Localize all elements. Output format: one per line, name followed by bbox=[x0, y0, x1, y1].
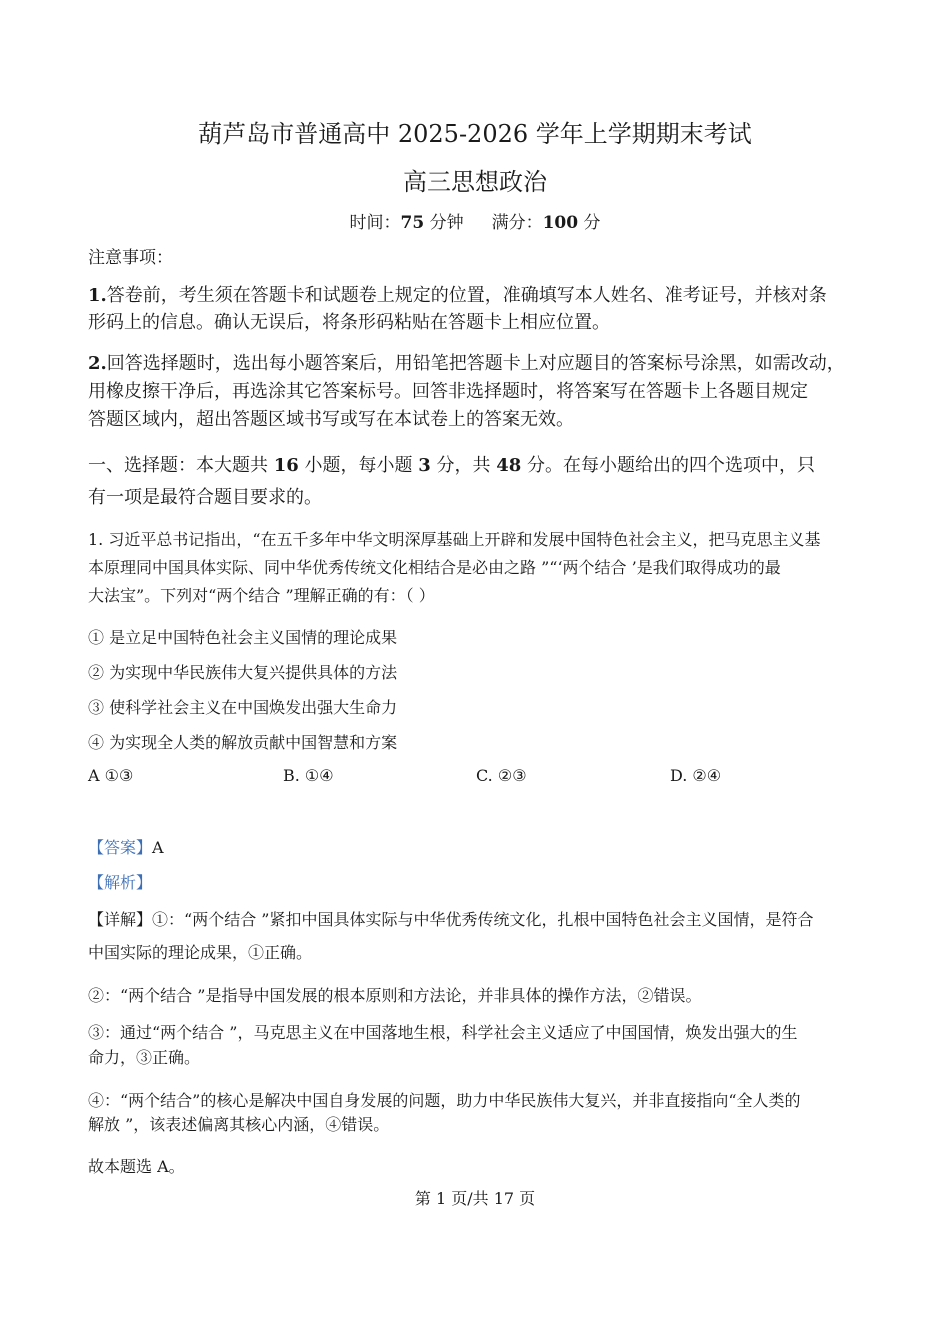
question-item-2: ② 为实现中华民族伟大复兴提供具体的方法 bbox=[88, 663, 398, 682]
detail-4-line-2: 解放 ”，该表述偏离其核心内涵，④错误。 bbox=[88, 1115, 390, 1134]
option-a: A ①③ bbox=[88, 766, 134, 785]
section-mid2: 分，共 bbox=[430, 455, 497, 476]
section-instruction-line-2: 有一项是最符合题目要求的。 bbox=[88, 487, 322, 508]
notice-item-1-line-1 bbox=[88, 281, 827, 307]
option-d: D. ②④ bbox=[670, 766, 722, 785]
option-c: C. ②③ bbox=[476, 766, 527, 785]
answer-label: 【答案】 bbox=[88, 838, 153, 857]
section-suffix: 分。在每小题给出的四个选项中，只 bbox=[521, 455, 816, 476]
notice-heading: 注意事项： bbox=[88, 248, 173, 268]
score-value: 100 bbox=[542, 213, 579, 233]
notice-item-2-line-3: 答题区域内，超出答题区域书写或写在本试卷上的答案无效。 bbox=[88, 409, 574, 430]
notice-item-2-line-1 bbox=[88, 349, 845, 375]
question-item-4: ④ 为实现全人类的解放贡献中国智慧和方案 bbox=[88, 733, 398, 752]
notice-item-1-line-2: 形码上的信息。确认无误后，将条形码粘贴在答题卡上相应位置。 bbox=[88, 312, 610, 333]
section-prefix: 一、选择题：本大题共 bbox=[88, 455, 274, 476]
page-number: 第 1 页/共 17 页 bbox=[414, 1189, 536, 1208]
question-stem-line-1: 1. 习近平总书记指出，“在五千多年中华文明深厚基础上开辟和发展中国特色社会主义，把马克思主义基 bbox=[88, 530, 821, 549]
conclusion: 故本题选 A。 bbox=[88, 1157, 185, 1176]
detail-4-line-1: ④：“两个结合”的核心是解决中国自身发展的问题，助力中华民族伟大复兴，并非直接指向“全人类的 bbox=[88, 1091, 801, 1110]
section-total: 48 bbox=[496, 455, 522, 476]
detail-1-line-2: 中国实际的理论成果，①正确。 bbox=[88, 943, 313, 962]
notice-item-1-text: 答卷前，考生须在答题卡和试题卷上规定的位置，准确填写本人姓名、准考证号，并核对条 bbox=[106, 285, 827, 306]
notice-item-1-number: 1. bbox=[88, 285, 107, 306]
notice-item-2-number: 2. bbox=[88, 353, 107, 374]
notice-item-2-line-2: 用橡皮擦干净后，再选涂其它答案标号。回答非选择题时，将答案写在答题卡上各题目规定 bbox=[88, 381, 808, 402]
question-stem-line-2: 本原理同中国具体实际、同中华优秀传统文化相结合是必由之路 ”“‘两个结合 ’是我们取得成功的最 bbox=[88, 558, 781, 577]
detail-3-line-2: 命力，③正确。 bbox=[88, 1048, 201, 1067]
exam-subject: 高三思想政治 bbox=[403, 168, 547, 196]
answer-value: A bbox=[152, 838, 164, 857]
section-instruction-line-1 bbox=[88, 451, 815, 477]
section-count: 16 bbox=[273, 455, 299, 476]
detail-1-line-1 bbox=[88, 907, 813, 930]
option-b: B. ①④ bbox=[283, 766, 334, 785]
detail-3-line-1: ③：通过“两个结合 ”，马克思主义在中国落地生根，科学社会主义适应了中国国情，焕发出强大的生 bbox=[88, 1023, 798, 1042]
time-unit: 分钟 bbox=[424, 213, 464, 233]
answer-line bbox=[88, 835, 164, 858]
time-label: 时间： bbox=[349, 213, 401, 233]
question-item-1: ① 是立足中国特色社会主义国情的理论成果 bbox=[88, 628, 398, 647]
exam-meta bbox=[0, 208, 950, 233]
time-value: 75 bbox=[400, 213, 425, 233]
question-stem-line-3: 大法宝”。下列对“两个结合 ”理解正确的有：（ ） bbox=[88, 586, 435, 605]
detail-label: 【详解】 bbox=[88, 910, 153, 929]
notice-item-2-text: 回答选择题时，选出每小题答案后，用铅笔把答题卡上对应题目的答案标号涂黑，如需改动， bbox=[106, 353, 845, 374]
detail-1-text: ①：“两个结合 ”紧扣中国具体实际与中华优秀传统文化，扎根中国特色社会主义国情，是符合 bbox=[152, 910, 814, 929]
analysis-label: 【解析】 bbox=[88, 873, 153, 892]
exam-title: 葫芦岛市普通高中 2025-2026 学年上学期期末考试 bbox=[198, 120, 752, 148]
section-mid1: 小题，每小题 bbox=[298, 455, 419, 476]
section-per: 3 bbox=[418, 455, 431, 476]
detail-2: ②：“两个结合 ”是指导中国发展的根本原则和方法论，并非具体的操作方法，②错误。 bbox=[88, 986, 702, 1005]
score-unit: 分 bbox=[578, 213, 601, 233]
score-label: 满分： bbox=[491, 213, 543, 233]
question-item-3: ③ 使科学社会主义在中国焕发出强大生命力 bbox=[88, 698, 398, 717]
